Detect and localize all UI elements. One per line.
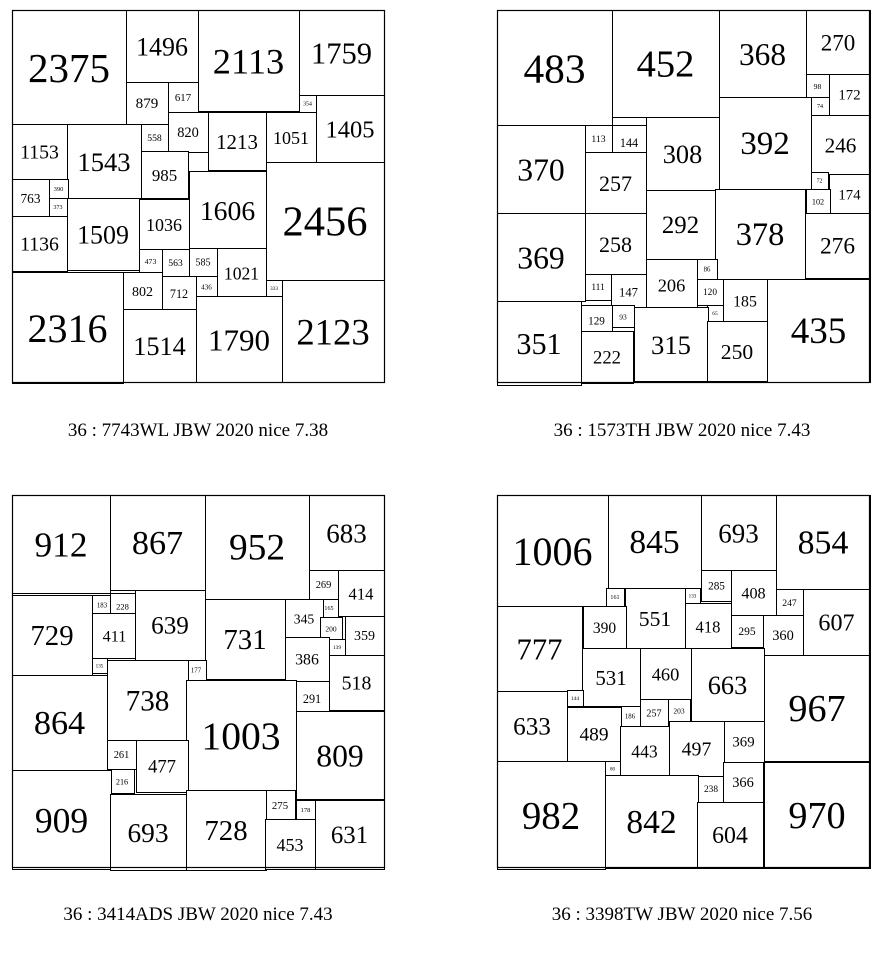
square-size-label: 435 <box>790 311 847 352</box>
square-size-label: 408 <box>741 584 766 603</box>
square-size-label: 809 <box>316 738 364 774</box>
square-size-label: 102 <box>811 197 825 207</box>
square-size-label: 133 <box>688 593 697 600</box>
square-size-label: 165 <box>324 606 334 612</box>
square-size-label: 93 <box>619 312 627 322</box>
panel-caption-3: 36 : 3414ADS JBW 2020 nice 7.43 <box>63 904 333 925</box>
square-size-label: 970 <box>788 795 846 837</box>
square-size-label: 186 <box>624 713 636 721</box>
square-size-label: 842 <box>626 804 677 841</box>
square-size-label: 216 <box>115 777 129 787</box>
square-size-label: 72 <box>816 178 823 185</box>
square-size-label: 1006 <box>512 529 593 574</box>
square-size-label: 257 <box>599 171 632 196</box>
square-size-label: 359 <box>354 629 375 644</box>
square-size-label: 2113 <box>212 41 285 82</box>
square-size-label: 111 <box>591 283 605 293</box>
square-size-label: 139 <box>332 645 342 651</box>
square-size-label: 854 <box>797 524 849 562</box>
square-size-label: 228 <box>116 601 129 612</box>
square-size-label: 683 <box>326 518 367 549</box>
square-size-label: 607 <box>818 610 855 637</box>
square-size-label: 74 <box>816 104 824 110</box>
square-size-label: 147 <box>619 285 638 300</box>
square-size-label: 276 <box>819 233 856 260</box>
square-size-label: 285 <box>708 580 725 593</box>
square-size-label: 354 <box>303 101 312 108</box>
square-size-label: 1036 <box>146 215 182 235</box>
square-size-label: 177 <box>190 667 202 675</box>
square-size-label: 238 <box>703 785 719 795</box>
square-size-label: 436 <box>201 283 212 292</box>
square-size-label: 261 <box>113 750 130 761</box>
square-size-label: 98 <box>813 82 822 91</box>
square-size-label: 120 <box>702 288 718 298</box>
square-size-label: 144 <box>570 696 580 702</box>
square-size-label: 172 <box>838 87 861 104</box>
square-size-label: 144 <box>619 136 639 150</box>
squared-square-panel-1 <box>13 11 385 384</box>
square-size-label: 912 <box>34 525 88 565</box>
square-size-label: 483 <box>523 45 586 92</box>
square-size-label: 952 <box>228 527 286 569</box>
square-size-label: 360 <box>772 628 794 644</box>
square-size-label: 1790 <box>208 322 270 358</box>
square-size-label: 563 <box>168 258 183 269</box>
square-size-label: 315 <box>651 330 691 360</box>
square-size-label: 414 <box>348 584 374 604</box>
panel-caption-2: 36 : 1573TH JBW 2020 nice 7.43 <box>553 420 811 441</box>
square-size-label: 1606 <box>199 195 256 226</box>
square-size-label: 639 <box>151 612 189 640</box>
square-size-label: 518 <box>341 672 372 695</box>
square-size-label: 366 <box>732 775 754 791</box>
square-size-label: 604 <box>712 823 748 849</box>
square-size-label: 351 <box>516 327 562 361</box>
square-size-label: 2316 <box>27 306 108 351</box>
square-size-label: 378 <box>735 217 785 253</box>
square-size-label: 80 <box>609 766 616 773</box>
square-size-label: 1153 <box>20 141 59 164</box>
panel-caption-1: 36 : 7743WL JBW 2020 nice 7.38 <box>67 420 329 441</box>
square-size-label: 257 <box>646 708 662 720</box>
square-size-label: 631 <box>330 822 369 849</box>
square-size-label: 369 <box>517 240 565 276</box>
square-size-label: 452 <box>636 43 695 86</box>
square-size-label: 693 <box>127 818 169 848</box>
square-size-label: 129 <box>588 315 605 328</box>
square-size-label: 308 <box>662 140 703 169</box>
square-size-label: 867 <box>131 525 184 562</box>
square-size-label: 693 <box>718 518 759 549</box>
square-size-label: 558 <box>147 133 162 144</box>
square-size-label: 1051 <box>273 128 309 148</box>
square-size-label: 295 <box>738 626 756 638</box>
square-size-label: 392 <box>740 126 790 162</box>
square-size-label: 763 <box>20 191 41 206</box>
square-size-label: 551 <box>638 607 672 631</box>
square-size-label: 473 <box>144 257 157 266</box>
square-size-label: 200 <box>325 624 337 634</box>
square-size-label: 617 <box>174 92 192 104</box>
square-size-label: 292 <box>661 212 700 239</box>
square-size-label: 1136 <box>20 233 59 256</box>
square-size-label: 460 <box>651 664 680 685</box>
square-size-label: 368 <box>739 37 786 72</box>
square-size-label: 497 <box>681 738 712 761</box>
square-size-label: 1759 <box>310 36 373 71</box>
square-size-label: 1543 <box>77 147 131 177</box>
square-size-label: 845 <box>629 524 680 561</box>
square-size-label: 174 <box>838 187 861 204</box>
square-size-label: 345 <box>293 611 315 627</box>
square-size-label: 864 <box>33 705 86 742</box>
square-size-label: 269 <box>315 580 332 591</box>
square-size-label: 86 <box>703 266 711 274</box>
square-size-label: 1021 <box>223 263 260 284</box>
square-size-label: 2375 <box>28 45 110 91</box>
square-size-label: 633 <box>513 713 551 741</box>
squared-square-panel-2 <box>498 11 871 386</box>
square-size-label: 1514 <box>133 332 186 361</box>
square-size-label: 453 <box>276 835 304 855</box>
square-size-label: 373 <box>53 205 63 211</box>
square-size-label: 982 <box>521 794 581 838</box>
square-size-label: 161 <box>610 595 620 601</box>
squared-square-panel-3 <box>13 496 385 871</box>
square-size-label: 531 <box>595 666 627 690</box>
square-size-label: 178 <box>300 807 311 814</box>
square-size-label: 185 <box>733 293 757 311</box>
square-size-label: 2456 <box>282 198 368 246</box>
square-size-label: 275 <box>271 800 289 812</box>
square-size-label: 443 <box>631 741 658 762</box>
square-size-label: 270 <box>820 30 856 56</box>
square-size-label: 206 <box>657 275 686 296</box>
square-size-label: 222 <box>592 347 622 369</box>
square-size-label: 477 <box>147 756 177 778</box>
square-size-label: 1213 <box>216 130 258 154</box>
square-size-label: 333 <box>269 286 279 292</box>
square-size-label: 113 <box>591 134 606 145</box>
square-size-label: 738 <box>125 685 170 718</box>
square-size-label: 967 <box>788 688 846 730</box>
square-size-label: 411 <box>102 627 127 646</box>
square-size-label: 728 <box>204 815 248 847</box>
square-size-label: 1405 <box>325 116 375 144</box>
square-size-label: 585 <box>195 257 211 269</box>
square-size-label: 370 <box>517 152 565 188</box>
panel-caption-4: 36 : 3398TW JBW 2020 nice 7.56 <box>551 904 813 925</box>
square-size-label: 247 <box>782 598 797 609</box>
square-size-label: 390 <box>592 620 617 637</box>
square-size-label: 183 <box>96 602 108 610</box>
square-size-label: 135 <box>95 663 104 670</box>
square-size-label: 909 <box>34 800 89 841</box>
square-size-label: 731 <box>223 624 267 656</box>
square-size-label: 1509 <box>77 220 129 250</box>
square-size-label: 258 <box>599 232 632 257</box>
square-size-label: 246 <box>824 133 857 158</box>
square-size-label: 985 <box>151 166 178 185</box>
square-size-label: 65 <box>712 311 718 317</box>
square-size-label: 879 <box>135 96 159 112</box>
square-size-label: 1496 <box>136 32 188 62</box>
square-size-label: 390 <box>53 186 64 193</box>
square-size-label: 1003 <box>201 714 281 758</box>
square-size-label: 663 <box>707 671 748 700</box>
square-size-label: 712 <box>169 287 189 301</box>
squared-square-panel-4 <box>498 496 871 870</box>
square-size-label: 2123 <box>296 311 370 353</box>
square-size-label: 489 <box>579 724 609 746</box>
square-size-label: 250 <box>720 340 754 364</box>
square-size-label: 820 <box>177 125 199 141</box>
square-size-label: 418 <box>695 617 721 637</box>
square-size-label: 802 <box>132 285 153 300</box>
square-size-label: 729 <box>30 620 74 652</box>
square-size-label: 291 <box>302 692 322 706</box>
square-size-label: 203 <box>673 706 685 716</box>
square-size-label: 777 <box>516 632 563 667</box>
square-size-label: 386 <box>295 651 319 669</box>
square-size-label: 369 <box>732 734 755 751</box>
